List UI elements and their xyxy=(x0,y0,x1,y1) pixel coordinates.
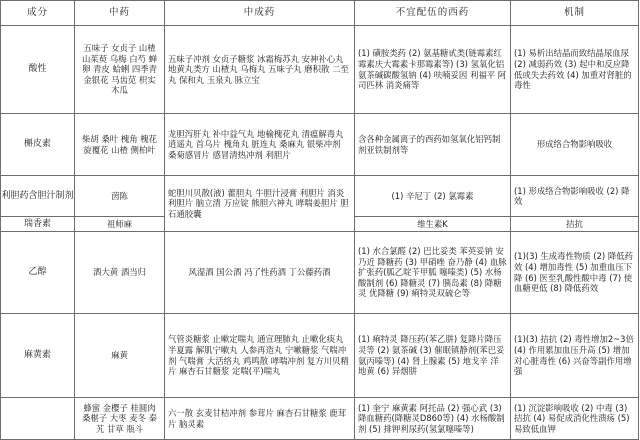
cell-western: (1) 奎宁 麻黄素 阿托品 (2) 强心武 (3) 降血糖药(降糖灵D860等) (4) 水杨酸制剂 (5) 排钾利尿药(氢氯噻嗪等) xyxy=(355,398,511,440)
cell-tcm: 五味子 女贞子 山楂 山茱萸 乌梅 白芍 蝉卵 青皮 蛤蜊 四季青 金银花 马齿苋 枳实 木瓜 xyxy=(75,26,165,114)
header-preparation: 中成药 xyxy=(165,1,355,26)
cell-mechanism: (1)(3) 拮抗 (2) 毒性增加2~3倍 (4) 作用累加血压升高 (5) 增加对心脏毒性 (6) 兴奋等副作用增强 xyxy=(511,314,639,398)
cell-tcm: 蜂蜜 金樱子 桂圆肉 桑椹子 大枣 麦冬 秦艽 甘草 瓶斗 xyxy=(75,398,165,440)
cell-preparation: 龙胆泻肝丸 补中益气丸 地榆槐花丸 清瘟解毒丸 逍遥丸 首乌片 槐角丸 脏连丸 桑麻丸 银柴冲剂 桑菊感冒片 感冒清热冲剂 利胆片 xyxy=(165,114,355,176)
cell-tcm xyxy=(75,176,165,232)
tcm-primary: 茵陈 xyxy=(111,190,128,201)
cell-western: 含各种金属离子的西药如氢氧化铝钙制剂亚铁制剂等 xyxy=(355,114,511,176)
header-row xyxy=(1,1,639,26)
cell-component xyxy=(1,176,75,232)
cell-component: 乙醇 xyxy=(1,232,75,314)
cell-tcm: 麻黄 xyxy=(75,314,165,398)
cell-preparation: 五味子冲剂 女贞子糖浆 冰霜梅苏丸 安神补心丸 地黄丸类方 山楂丸 乌梅丸 五味子丸 磨积散 二至丸 保和丸 玉泉丸 脉立宝 xyxy=(165,26,355,114)
table-row xyxy=(1,176,639,232)
cell-western: (1) 水合氯醛 (2) 巴比妥类 苯英妥钠 安乃近 降糖药 (3) 甲硝唑 奋乃静 (4) 血脉扩张药(胍乙啶苄甲胍 噻嗪类) (5) 水杨酸制剂 (6) 降糖灵 (7) 胰岛素 (8) 降糖灵 优降糖 (9) 痢特灵双硫仑等 xyxy=(355,232,511,314)
cell-preparation: 蛇胆川贝散(液) 藿胆丸 牛胆汁浸膏 利胆片 消炎利胆片 脑立清 万应锭 熊胆六神丸 哮喘姜胆片 胆石通胶囊 xyxy=(165,176,355,232)
header-tcm: 中药 xyxy=(75,1,165,26)
cell-mechanism: 形成络合物影响吸收 xyxy=(511,114,639,176)
cell-tcm: 柴胡 桑叶 槐角 槐花 旋覆花 山楂 侧柏叶 xyxy=(75,114,165,176)
table-row xyxy=(1,398,639,440)
cell-western: (1) 磺胺类药 (2) 氨基糖甙类(链霉素红霉素庆大霉素卡那霉素等) (3) 氢氧化铝氨茶碱碳酸氢钠 (4) 呋喃妥因 利福平 阿司匹林 消炎痛等 xyxy=(355,26,511,114)
table-row xyxy=(1,314,639,398)
header-component: 成分 xyxy=(1,1,75,26)
mechanism-secondary: 拮抗 xyxy=(511,216,639,231)
table-row xyxy=(1,26,639,114)
mechanism-primary: (1) 形成络合物影响吸收 (2) 降效 xyxy=(514,185,630,207)
cell-mechanism: (1) 易析出结晶而致结晶尿血尿 (2) 减弱药效 (3) 起中和反应降低或失去药效 (4) 加重对肾脏的毒性 xyxy=(511,26,639,114)
cell-preparation: 六一散 玄麦甘桔冲剂 参茸片 麻杏石甘糖浆 鹿茸片 脑灵素 xyxy=(165,398,355,440)
header-western: 不宜配伍的西药 xyxy=(355,1,511,26)
cell-component: 麻黄素 xyxy=(1,314,75,398)
cell-mechanism: (1) 沉淀影响吸收 (2) 中毒 (3) 拮抗 (4) 易促成消化性溃疡 (5) 易致低血钾 xyxy=(511,398,639,440)
header-mechanism: 机制 xyxy=(511,1,639,26)
table-row xyxy=(1,114,639,176)
cell-mechanism: (1)(3) 生成毒性物质 (2) 降低药效 (4) 增加毒性 (5) 加重血压下降 (6) 医至乳酸性酸中毒 (7) 使血糖更低 (8) 降低药效 xyxy=(511,232,639,314)
cell-preparation: 气管炎糖浆 止嗽定喘丸 通宣理肺丸 止嗽化痰丸 半夏露 解肌宁嗽丸 人参再造丸 宁嗽糖浆 气喘冲剂 气喘膏 大活络丸 鸡鸣散 哮喘冲剂 复方川贝精片 麻杏石甘糖浆 定喘(平)喘丸 xyxy=(165,314,355,398)
cell-western xyxy=(355,176,511,232)
component-secondary: 瑞香素 xyxy=(1,216,75,231)
western-primary: (1) 辛尼丁 (2) 氯霉素 xyxy=(391,190,474,201)
cell-western: (1) 痢特灵 降压药(苯乙肼) 复降片降压灵等 (2) 氨茶碱 (3) 催眠镇静剂(苯巴妥氨丙嗪等) (4) 肾上腺素 (5) 地戈辛 洋地黄 (6) 异烟肼 xyxy=(355,314,511,398)
table-row xyxy=(1,232,639,314)
cell-component: 酸性 xyxy=(1,26,75,114)
western-secondary: 维生素K xyxy=(355,216,511,231)
cell-mechanism xyxy=(511,176,639,232)
cell-tcm: 酒大黄 酒当归 xyxy=(75,232,165,314)
cell-component: 槲皮素 xyxy=(1,114,75,176)
component-primary: 利胆药含胆汁制剂 xyxy=(1,190,74,201)
cell-component xyxy=(1,398,75,440)
tcm-secondary: 祖师麻 xyxy=(75,216,165,231)
cell-preparation: 风湿酒 国公酒 冯了性药酒 丁公藤药酒 xyxy=(165,232,355,314)
